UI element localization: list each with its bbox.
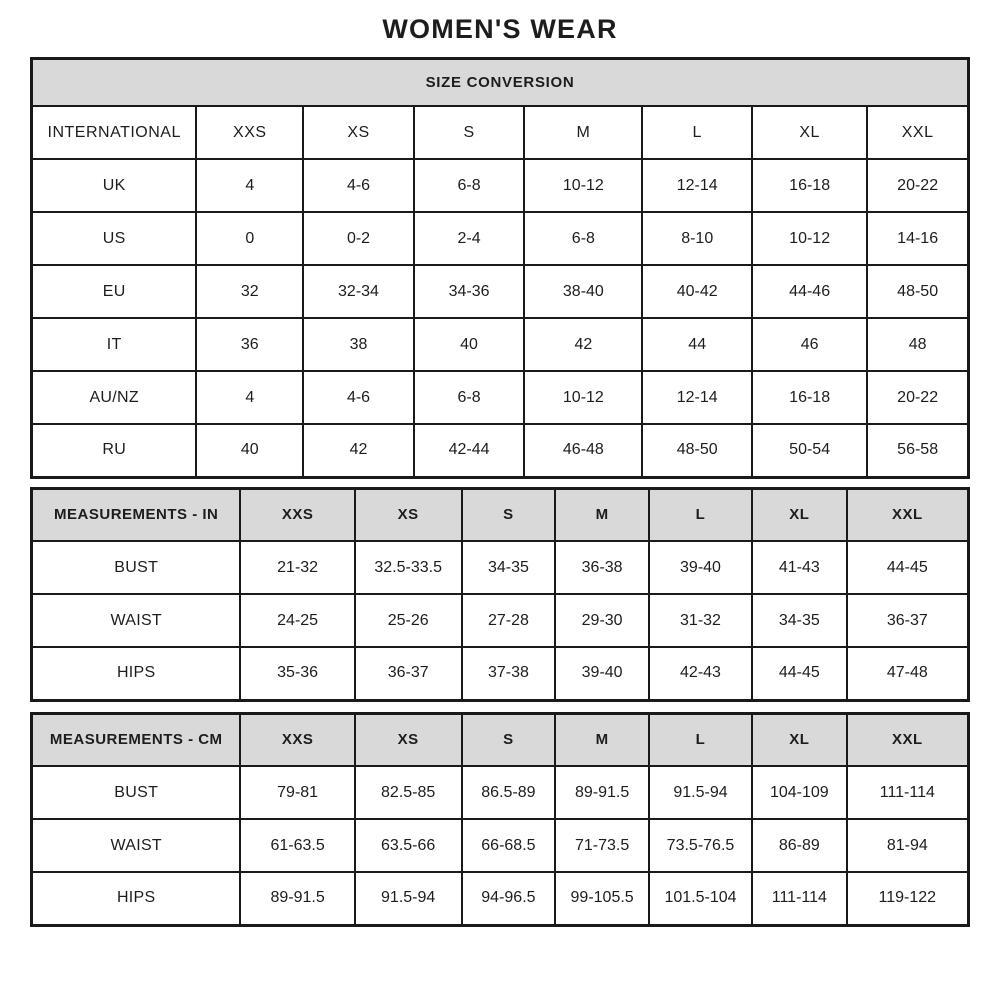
size-value-cell: 32-34 [303, 265, 414, 318]
size-column-header: L [649, 488, 752, 541]
size-value-cell: 42-43 [649, 647, 752, 700]
size-value-cell: 20-22 [867, 371, 968, 424]
size-value-cell: 32.5-33.5 [355, 541, 462, 594]
table-row [32, 541, 969, 594]
size-column-header: L [649, 713, 752, 766]
size-column-header: XXL [847, 713, 969, 766]
size-column-header: XS [355, 488, 462, 541]
size-value-cell: 63.5-66 [355, 819, 462, 872]
table-row [32, 766, 969, 819]
size-value-cell: 36 [196, 318, 303, 371]
size-column-header: XL [752, 713, 847, 766]
size-value-cell: 44-45 [847, 541, 969, 594]
size-column-header: XXL [867, 106, 968, 159]
size-value-cell: 46 [752, 318, 867, 371]
page-title: WOMEN'S WEAR [382, 14, 618, 44]
size-value-cell: 50-54 [752, 424, 867, 477]
size-value-cell: 8-10 [642, 212, 752, 265]
size-value-cell: 0 [196, 212, 303, 265]
size-value-cell: 24-25 [240, 594, 354, 647]
row-label: HIPS [32, 647, 241, 700]
size-value-cell: 25-26 [355, 594, 462, 647]
size-column-header: XXS [240, 713, 354, 766]
size-value-cell: 29-30 [555, 594, 649, 647]
size-column-header: XL [752, 488, 847, 541]
size-value-cell: 111-114 [752, 872, 847, 925]
row-label: WAIST [32, 594, 241, 647]
size-value-cell: 61-63.5 [240, 819, 354, 872]
size-value-cell: 6-8 [524, 212, 642, 265]
size-value-cell: 44 [642, 318, 752, 371]
size-conversion-table [30, 57, 970, 479]
row-label: US [32, 212, 197, 265]
size-value-cell: 4 [196, 371, 303, 424]
size-value-cell: 16-18 [752, 159, 867, 212]
size-column-header: INTERNATIONAL [32, 106, 197, 159]
table-row [32, 647, 969, 700]
row-label: AU/NZ [32, 371, 197, 424]
size-value-cell: 37-38 [462, 647, 556, 700]
table-title: MEASUREMENTS - CM [32, 713, 241, 766]
size-value-cell: 44-45 [752, 647, 847, 700]
size-column-header: L [642, 106, 752, 159]
row-label: WAIST [32, 819, 241, 872]
row-label: EU [32, 265, 197, 318]
size-value-cell: 32 [196, 265, 303, 318]
table-row [32, 159, 969, 212]
size-value-cell: 101.5-104 [649, 872, 752, 925]
size-column-header: XS [303, 106, 414, 159]
table-row [32, 212, 969, 265]
size-value-cell: 44-46 [752, 265, 867, 318]
size-value-cell: 89-91.5 [555, 766, 649, 819]
table-row [32, 265, 969, 318]
table-row [32, 106, 969, 159]
size-value-cell: 39-40 [649, 541, 752, 594]
row-label: RU [32, 424, 197, 477]
size-value-cell: 38 [303, 318, 414, 371]
content-area [0, 57, 1000, 927]
size-value-cell: 36-38 [555, 541, 649, 594]
size-value-cell: 111-114 [847, 766, 969, 819]
size-value-cell: 4 [196, 159, 303, 212]
size-value-cell: 48 [867, 318, 968, 371]
table-row [32, 872, 969, 925]
size-value-cell: 2-4 [414, 212, 525, 265]
size-value-cell: 91.5-94 [649, 766, 752, 819]
size-value-cell: 47-48 [847, 647, 969, 700]
size-value-cell: 86-89 [752, 819, 847, 872]
size-value-cell: 42-44 [414, 424, 525, 477]
size-value-cell: 89-91.5 [240, 872, 354, 925]
size-value-cell: 40 [414, 318, 525, 371]
size-value-cell: 42 [303, 424, 414, 477]
size-value-cell: 21-32 [240, 541, 354, 594]
size-column-header: XS [355, 713, 462, 766]
size-value-cell: 39-40 [555, 647, 649, 700]
size-column-header: M [524, 106, 642, 159]
size-value-cell: 41-43 [752, 541, 847, 594]
table-row [32, 424, 969, 477]
size-value-cell: 48-50 [642, 424, 752, 477]
size-value-cell: 71-73.5 [555, 819, 649, 872]
size-value-cell: 99-105.5 [555, 872, 649, 925]
size-value-cell: 46-48 [524, 424, 642, 477]
size-column-header: M [555, 713, 649, 766]
size-value-cell: 16-18 [752, 371, 867, 424]
size-column-header: S [414, 106, 525, 159]
size-value-cell: 4-6 [303, 159, 414, 212]
size-column-header: XXS [240, 488, 354, 541]
size-value-cell: 56-58 [867, 424, 968, 477]
size-value-cell: 34-36 [414, 265, 525, 318]
row-label: IT [32, 318, 197, 371]
table-row [32, 819, 969, 872]
table-row [32, 318, 969, 371]
table-row [32, 58, 969, 106]
size-value-cell: 94-96.5 [462, 872, 556, 925]
size-value-cell: 38-40 [524, 265, 642, 318]
size-column-header: XXS [196, 106, 303, 159]
size-value-cell: 82.5-85 [355, 766, 462, 819]
size-value-cell: 27-28 [462, 594, 556, 647]
measurements-cm-table [30, 712, 970, 927]
size-value-cell: 14-16 [867, 212, 968, 265]
row-label: BUST [32, 766, 241, 819]
table-row [32, 594, 969, 647]
size-value-cell: 12-14 [642, 371, 752, 424]
size-value-cell: 81-94 [847, 819, 969, 872]
size-value-cell: 36-37 [847, 594, 969, 647]
row-label: BUST [32, 541, 241, 594]
size-value-cell: 36-37 [355, 647, 462, 700]
row-label: UK [32, 159, 197, 212]
size-value-cell: 12-14 [642, 159, 752, 212]
size-value-cell: 0-2 [303, 212, 414, 265]
size-value-cell: 10-12 [752, 212, 867, 265]
size-value-cell: 40 [196, 424, 303, 477]
size-value-cell: 86.5-89 [462, 766, 556, 819]
size-value-cell: 91.5-94 [355, 872, 462, 925]
size-column-header: S [462, 488, 556, 541]
size-column-header: XXL [847, 488, 969, 541]
size-value-cell: 6-8 [414, 371, 525, 424]
size-value-cell: 119-122 [847, 872, 969, 925]
size-value-cell: 34-35 [462, 541, 556, 594]
table-title: MEASUREMENTS - IN [32, 488, 241, 541]
row-label: HIPS [32, 872, 241, 925]
size-value-cell: 66-68.5 [462, 819, 556, 872]
size-value-cell: 104-109 [752, 766, 847, 819]
size-value-cell: 10-12 [524, 371, 642, 424]
size-value-cell: 42 [524, 318, 642, 371]
table-row [32, 488, 969, 541]
table-row [32, 371, 969, 424]
measurements-in-table [30, 487, 970, 702]
table-row [32, 713, 969, 766]
size-value-cell: 48-50 [867, 265, 968, 318]
size-column-header: S [462, 713, 556, 766]
table-title: SIZE CONVERSION [32, 58, 969, 106]
size-value-cell: 4-6 [303, 371, 414, 424]
size-value-cell: 31-32 [649, 594, 752, 647]
size-value-cell: 40-42 [642, 265, 752, 318]
size-value-cell: 10-12 [524, 159, 642, 212]
size-value-cell: 79-81 [240, 766, 354, 819]
size-value-cell: 20-22 [867, 159, 968, 212]
size-value-cell: 73.5-76.5 [649, 819, 752, 872]
size-value-cell: 35-36 [240, 647, 354, 700]
size-column-header: XL [752, 106, 867, 159]
size-value-cell: 6-8 [414, 159, 525, 212]
size-column-header: M [555, 488, 649, 541]
size-value-cell: 34-35 [752, 594, 847, 647]
